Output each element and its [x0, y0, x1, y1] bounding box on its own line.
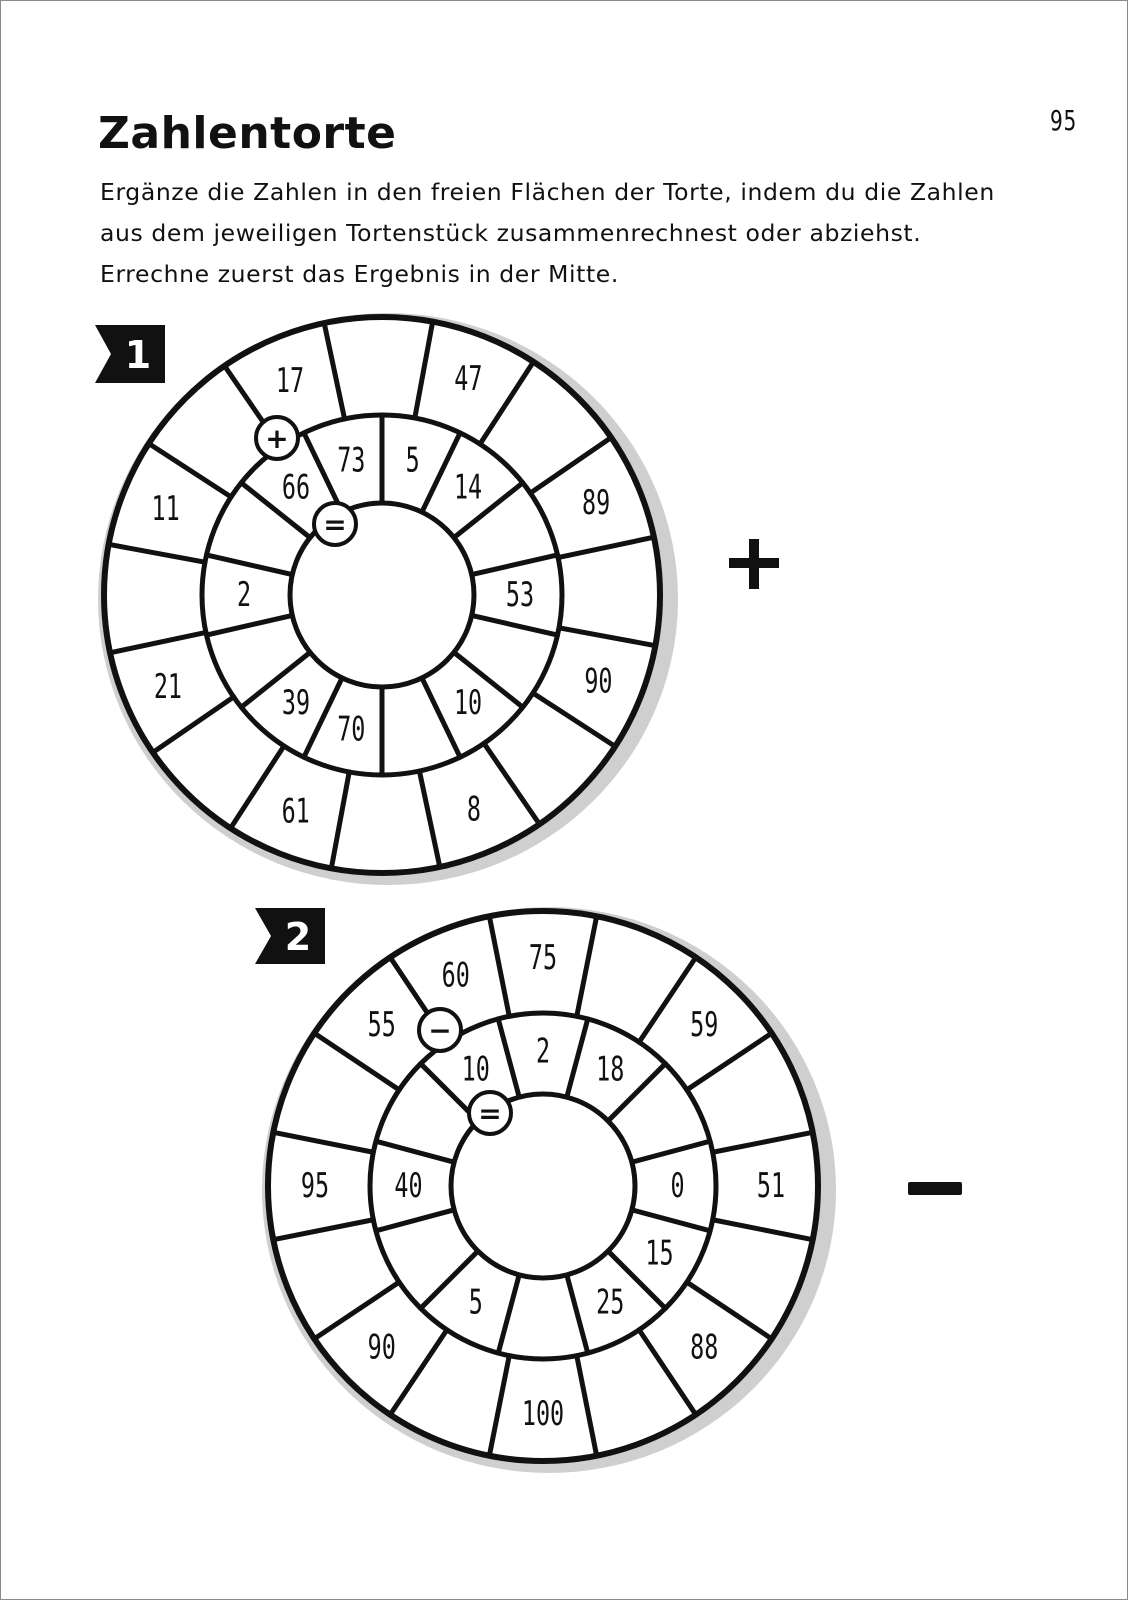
- inner-segment-number: 5: [405, 440, 420, 480]
- outer-segment-number: 89: [581, 482, 611, 523]
- inner-segment-number: 2: [236, 574, 252, 615]
- page-number: 95: [1050, 104, 1078, 137]
- svg-text:−: −: [428, 1014, 452, 1047]
- inner-segment-number: 39: [281, 682, 311, 723]
- inner-segment-number: 66: [281, 466, 311, 507]
- outer-segment-number: 88: [690, 1327, 719, 1367]
- plus-badge-icon: [256, 417, 298, 459]
- instruction-line: Ergänze die Zahlen in den freien Flächen der Torte, indem du die Zahlen: [100, 178, 995, 206]
- inner-segment-number: 2: [535, 1031, 551, 1071]
- inner-segment-number: 10: [453, 682, 483, 723]
- inner-segment-number: 53: [505, 574, 535, 615]
- puzzle-number-flag: [255, 908, 325, 964]
- outer-segment-number: 90: [367, 1327, 396, 1367]
- number-cake-2: [250, 905, 850, 1475]
- inner-segment-number: 70: [337, 709, 366, 749]
- inner-segment-number: 5: [468, 1282, 483, 1322]
- svg-text:=: =: [478, 1097, 502, 1130]
- outer-segment-number: 60: [441, 955, 470, 995]
- outer-segment-number: 75: [528, 937, 558, 978]
- svg-text:+: +: [265, 422, 289, 455]
- inner-segment-number: 73: [337, 440, 366, 480]
- svg-text:1: 1: [124, 333, 152, 377]
- outer-segment-number: 61: [281, 791, 310, 831]
- outer-segment-number: 95: [300, 1165, 330, 1206]
- number-cake-1: [80, 320, 700, 880]
- inner-segment-number: 40: [394, 1165, 423, 1206]
- outer-segment-number: 11: [151, 488, 180, 528]
- outer-segment-number: 47: [454, 358, 483, 398]
- inner-segment-number: 14: [453, 466, 483, 507]
- inner-segment-number: 25: [596, 1282, 625, 1322]
- puzzle-number-flag: [95, 325, 165, 383]
- plus-icon: [725, 535, 785, 595]
- outer-segment-number: 55: [367, 1004, 396, 1045]
- equals-badge-icon: [314, 503, 356, 545]
- svg-text:2: 2: [284, 915, 312, 959]
- svg-text:=: =: [323, 508, 347, 541]
- page-title: Zahlentorte: [98, 108, 397, 159]
- instructions: [100, 172, 1020, 295]
- outer-segment-number: 8: [466, 788, 482, 829]
- outer-segment-number: 17: [275, 360, 305, 401]
- inner-segment-number: 0: [670, 1165, 685, 1206]
- outer-segment-number: 59: [690, 1004, 719, 1045]
- outer-segment-number: 51: [756, 1165, 786, 1206]
- outer-segment-number: 100: [521, 1393, 565, 1434]
- inner-segment-number: 18: [596, 1049, 625, 1089]
- inner-segment-number: 10: [461, 1049, 490, 1089]
- instruction-line: aus dem jeweiligen Tortenstück zusammenrechnest oder abziehst.: [100, 219, 922, 247]
- instruction-line: Errechne zuerst das Ergebnis in der Mitte.: [100, 260, 619, 288]
- minus-badge-icon: [419, 1009, 461, 1051]
- outer-segment-number: 90: [584, 661, 613, 701]
- outer-segment-number: 21: [153, 666, 183, 707]
- inner-segment-number: 15: [645, 1233, 674, 1273]
- minus-icon: [905, 1175, 965, 1205]
- equals-badge-icon: [469, 1092, 511, 1134]
